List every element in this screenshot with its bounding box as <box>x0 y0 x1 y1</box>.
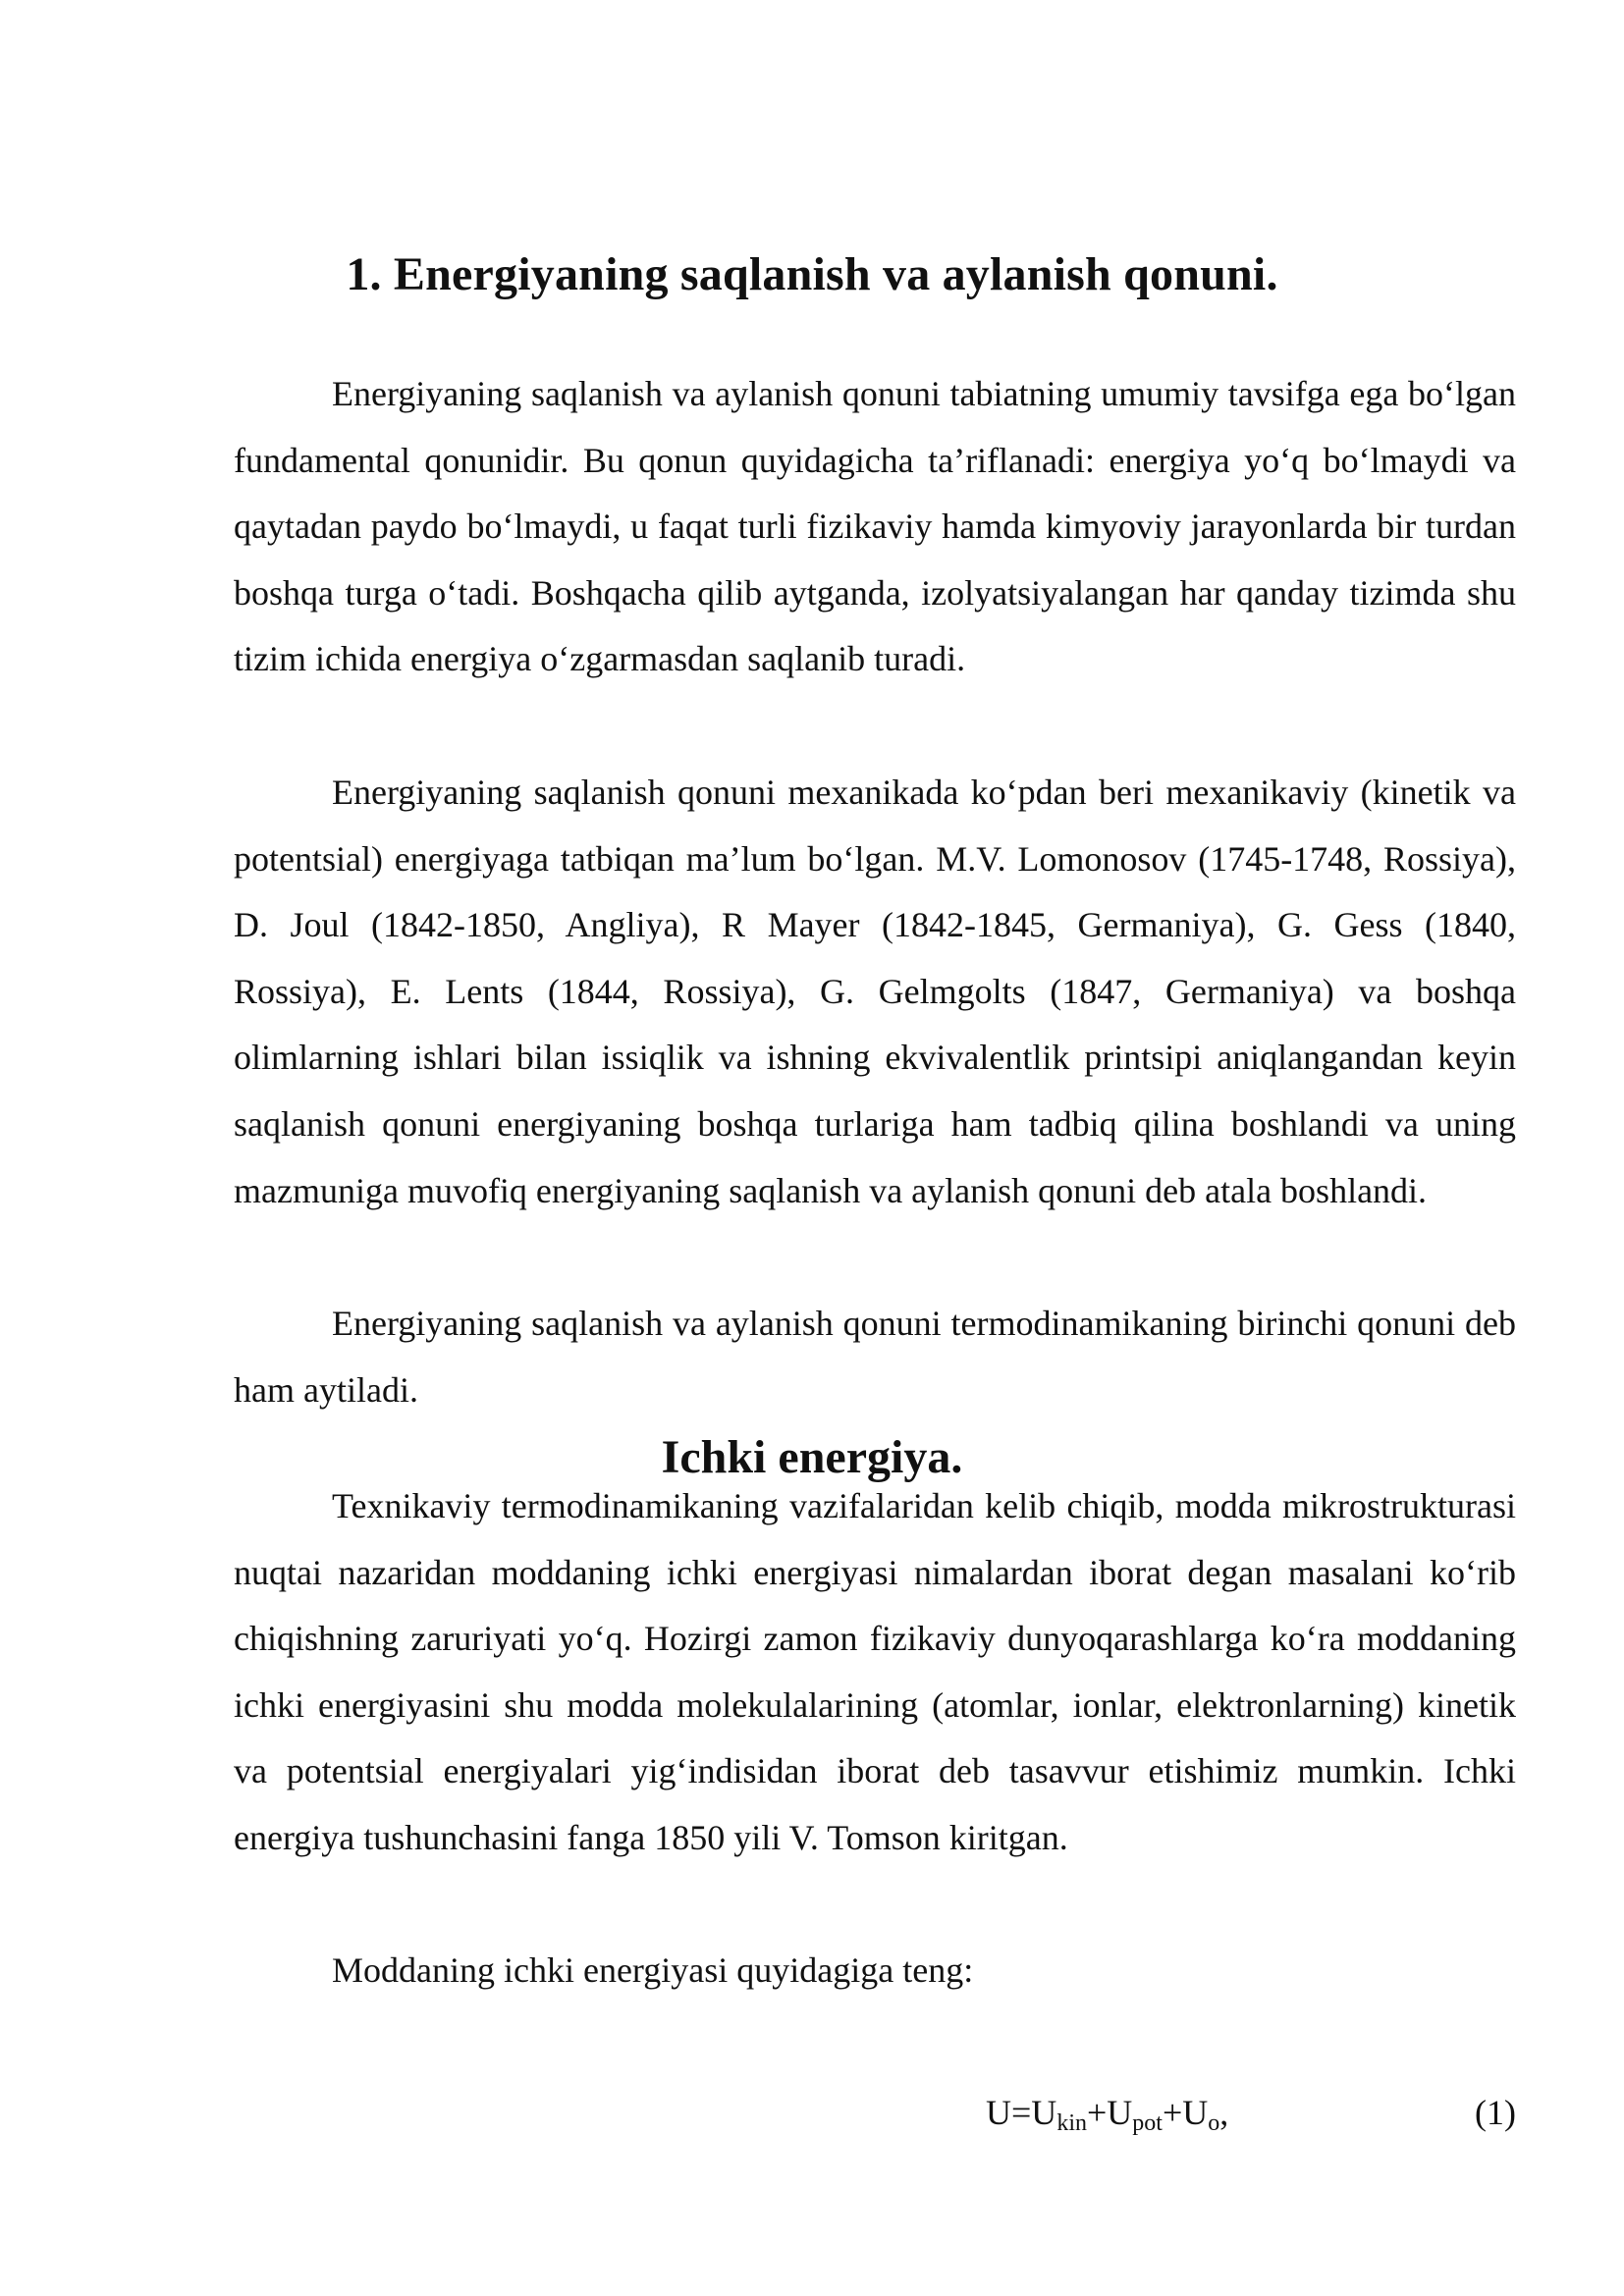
equation-lhs: U=U <box>986 2093 1057 2132</box>
subscript-pot: pot <box>1132 2110 1163 2136</box>
paragraph-first-law: Energiyaning saqlanish va aylanish qonuni termodinamikaning birinchi qonuni deb ham aytiladi. <box>234 1304 1516 1410</box>
section-heading: 1. Energiyaning saqlanish va aylanish qonuni. <box>346 248 1278 300</box>
subscript-kin: kin <box>1056 2110 1087 2136</box>
paragraph-conservation-law: Energiyaning saqlanish va aylanish qonuni tabiatning umumiy tavsifga ega bo‘lgan fundamental qonunidir. Bu qonun quyidagicha ta’riflanadi: energiya yo‘q bo‘lmaydi va qaytadan paydo bo‘lmaydi, u faqat turli fizikaviy hamda kimyoviy jarayonlarda bir turdan boshqa turga o‘tadi. Boshqacha qilib aytganda, izolyatsiyalangan har qanday tizimda shu tizim ichida energiya o‘zgarmasdan saqlanib turadi. <box>234 374 1516 679</box>
equation-tail: , <box>1219 2093 1229 2132</box>
paragraph-formula-intro: Moddaning ichki energiyasi quyidagiga teng: <box>332 1950 974 1990</box>
equation <box>986 2083 1228 2142</box>
equation-number: (1) <box>1475 2093 1516 2132</box>
equation-row <box>234 2083 1516 2142</box>
subscript-o: o <box>1208 2110 1220 2136</box>
paragraph-internal-energy: Texnikaviy termodinamikaning vazifalaridan kelib chiqib, modda mikrostrukturasi nuqtai nazaridan moddaning ichki energiyasi nimalardan iborat degan masalani ko‘rib chiqishning zaruriyati yo‘q. Hozirgi zamon fizikaviy dunyoqarashlarga ko‘ra moddaning ichki energiyasini shu modda molekulalarining (atomlar, ionlar, elektronlarning) kinetik va potentsial energiyalari yig‘indisidan iborat deb tasavvur etishimiz mumkin. Ichki energiya tushunchasini fanga 1850 yili V. Tomson kiritgan. <box>234 1486 1516 1857</box>
paragraph-history: Energiyaning saqlanish qonuni mexanikada ko‘pdan beri mexanikaviy (kinetik va potentsial) energiyaga tatbiqan ma’lum bo‘lgan. M.V. Lomonosov (1745-1748, Rossiya), D. Joul (1842-1850, Angliya), R Mayer (1842-1845, Germaniya), G. Gess (1840, Rossiya), E. Lents (1844, Rossiya), G. Gelmgolts (1847, Germaniya) va boshqa olimlarning ishlari bilan issiqlik va ishning ekvivalentlik printsipi aniqlangandan keyin saqlanish qonuni energiyaning boshqa turlariga ham tadbiq qilina boshlandi va uning mazmuniga muvofiq energiyaning saqlanish va aylanish qonuni deb atala boshlandi. <box>234 773 1516 1210</box>
subsection-heading-internal-energy: Ichki energiya. <box>661 1431 963 1483</box>
equation-term-pot: +U <box>1086 2093 1133 2132</box>
equation-term-o: +U <box>1162 2093 1209 2132</box>
